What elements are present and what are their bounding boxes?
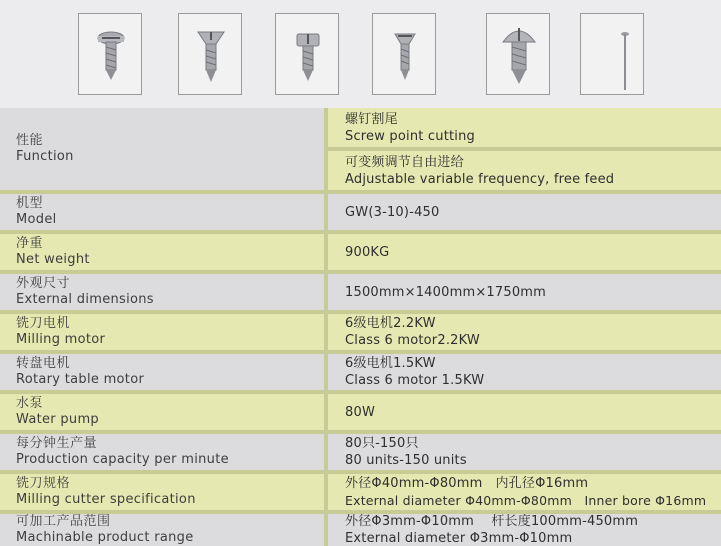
long-pin-thumbnail[interactable] (580, 13, 644, 95)
water-pump-label-cn: 水泵 (16, 396, 44, 411)
net-weight-label-cell (0, 234, 324, 270)
countersunk-screw-icon (179, 14, 243, 96)
rotary-motor-value-cell (328, 354, 721, 390)
spec-table (0, 108, 721, 546)
net-weight-value: 900KG (345, 244, 390, 260)
cutter-spec-value-en: External diameter Φ40mm-Φ80mm Inner bore Φ16mm (345, 493, 707, 508)
water-pump-value-cell (328, 394, 721, 430)
product-range-value-en: External diameter Φ3mm-Φ10mm (345, 531, 573, 546)
function-label-cell (0, 108, 324, 190)
product-thumbnails (0, 0, 721, 108)
rotary-motor-label-cn: 转盘电机 (16, 356, 71, 371)
cutter-spec-label-cn: 铣刀规格 (16, 476, 71, 491)
net-weight-label-cn: 净重 (16, 236, 44, 251)
round-head-screw-icon (487, 14, 551, 96)
slotted-countersunk-screw-thumbnail[interactable] (178, 13, 242, 95)
pin-icon (581, 14, 645, 96)
net-weight-label-en: Net weight (16, 252, 90, 267)
flat-head-screw-icon (373, 14, 437, 96)
capacity-value-en: 80 units-150 units (345, 453, 467, 468)
function-value2-en: Adjustable variable frequency, free feed (345, 171, 615, 187)
milling-motor-label-cn: 铣刀电机 (16, 316, 71, 331)
rotary-motor-label-en: Rotary table motor (16, 372, 145, 387)
capacity-label-cn: 每分钟生产量 (16, 436, 98, 451)
milling-motor-value-cn: 6级电机2.2KW (345, 316, 436, 331)
rotary-motor-value-cn: 6级电机1.5KW (345, 356, 436, 371)
function-label-en: Function (16, 149, 74, 164)
water-pump-value: 80W (345, 404, 375, 420)
cutter-spec-label-en: Milling cutter specification (16, 492, 196, 507)
net-weight-value-cell (328, 234, 721, 270)
dimensions-label-cell (0, 274, 324, 310)
model-label-cn: 机型 (16, 196, 44, 211)
slotted-pan-screw-thumbnail[interactable] (78, 13, 142, 95)
water-pump-label-cell (0, 394, 324, 430)
dimensions-value-cell (328, 274, 721, 310)
capacity-value-cn: 80只-150只 (345, 436, 419, 451)
cutter-spec-label-cell (0, 474, 324, 510)
milling-motor-label-en: Milling motor (16, 332, 106, 347)
slotted-flat-screw-thumbnail[interactable] (372, 13, 436, 95)
capacity-label-cell (0, 434, 324, 470)
rotary-motor-value-en: Class 6 motor 1.5KW (345, 373, 485, 388)
capacity-label-en: Production capacity per minute (16, 452, 229, 467)
dimensions-label-en: External dimensions (16, 292, 154, 307)
product-range-label-en: Machinable product range (16, 530, 194, 545)
model-label-cell (0, 194, 324, 230)
function-value-cell-1 (328, 108, 721, 147)
function-value1-cn: 螺钉割尾 (345, 111, 398, 127)
water-pump-label-en: Water pump (16, 412, 99, 427)
product-range-value-cell (328, 514, 721, 546)
capacity-value-cell (328, 434, 721, 470)
function-value2-cn: 可变频调节自由进给 (345, 154, 464, 170)
pan-head-screw-icon (79, 14, 143, 96)
cutter-spec-value-cn: 外径Φ40mm-Φ80mm 内孔径Φ16mm (345, 476, 589, 491)
rotary-motor-label-cell (0, 354, 324, 390)
dimensions-value: 1500mm×1400mm×1750mm (345, 284, 547, 300)
product-range-value-cn: 外径Φ3mm-Φ10mm 杆长度100mm-450mm (345, 514, 639, 529)
model-value-cell (328, 194, 721, 230)
dimensions-label-cn: 外观尺寸 (16, 276, 71, 291)
milling-motor-value-cell (328, 314, 721, 350)
slotted-cheese-screw-thumbnail[interactable] (275, 13, 339, 95)
product-range-label-cell (0, 514, 324, 546)
cutter-spec-value-cell (328, 474, 721, 510)
function-value1-en: Screw point cutting (345, 128, 475, 144)
slotted-round-screw-thumbnail[interactable] (486, 13, 550, 95)
model-label-en: Model (16, 212, 57, 227)
milling-motor-label-cell (0, 314, 324, 350)
milling-motor-value-en: Class 6 motor2.2KW (345, 333, 480, 348)
product-range-label-cn: 可加工产品范围 (16, 514, 111, 529)
function-label-cn: 性能 (16, 133, 44, 148)
model-value: GW(3-10)-450 (345, 204, 440, 220)
cheese-head-screw-icon (276, 14, 340, 96)
function-value-cell-2 (328, 151, 721, 190)
